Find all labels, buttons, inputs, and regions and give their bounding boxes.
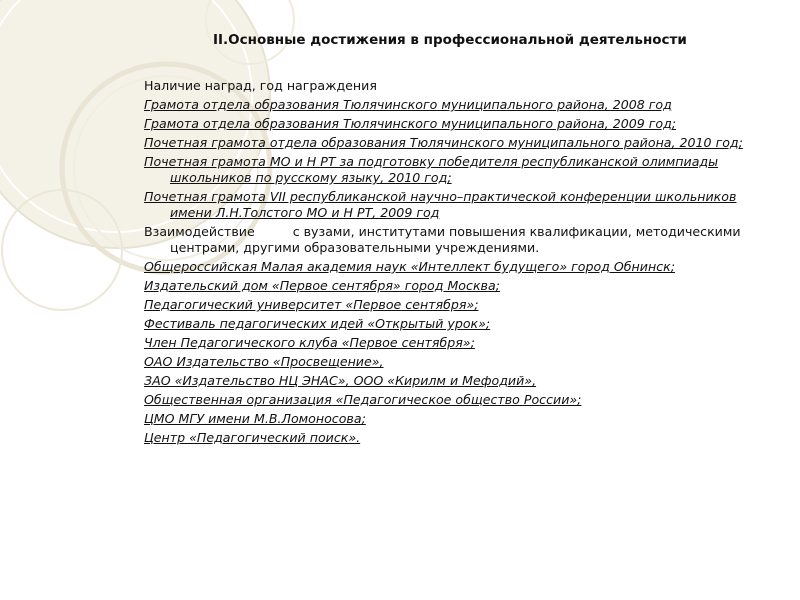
list-item[interactable]: Грамота отдела образования Тюлячинского муниципального района, 2008 год (144, 97, 672, 112)
list-item[interactable]: Издательский дом «Первое сентября» город Москва; (144, 278, 500, 293)
achievements-list (144, 78, 774, 449)
list-item[interactable]: Фестиваль педагогических идей «Открытый урок»; (144, 316, 491, 331)
list-item[interactable]: Член Педагогического клуба «Первое сентября»; (144, 335, 475, 350)
list-item[interactable]: Почетная грамота VII республиканской научно–практической конференции школьников имени Л.Н.Толстого МО и Н РТ, 2009 год (144, 189, 737, 220)
interaction-description: с вузами, институтами повышения квалификации, методическими центрами, другими образовательными учреждениями. (170, 224, 741, 255)
list-item[interactable]: Педагогический университет «Первое сентября»; (144, 297, 479, 312)
list-item: Наличие наград, год награждения (144, 78, 377, 93)
list-item[interactable]: ЗАО «Издательство НЦ ЭНАС», ООО «Кирилм и Мефодий», (144, 373, 537, 388)
slide-title: II.Основные достижения в профессиональной деятельности (213, 32, 687, 48)
list-item[interactable]: Центр «Педагогический поиск». (144, 430, 361, 445)
list-item[interactable]: Грамота отдела образования Тюлячинского муниципального района, 2009 год; (144, 116, 677, 131)
list-item[interactable]: ОАО Издательство «Просвещение», (144, 354, 384, 369)
list-item (144, 224, 774, 256)
list-item[interactable]: Общественная организация «Педагогическое общество России»; (144, 392, 582, 407)
list-item[interactable]: ЦМО МГУ имени М.В.Ломоносова; (144, 411, 366, 426)
interaction-label: Взаимодействие (144, 224, 255, 239)
list-item[interactable]: Общероссийская Малая академия наук «Интеллект будущего» город Обнинск; (144, 259, 675, 274)
list-item[interactable]: Почетная грамота МО и Н РТ за подготовку победителя республиканской олимпиады школьников по русскому языку, 2010 год; (144, 154, 719, 185)
list-item[interactable]: Почетная грамота отдела образования Тюлячинского муниципального района, 2010 год; (144, 135, 743, 150)
